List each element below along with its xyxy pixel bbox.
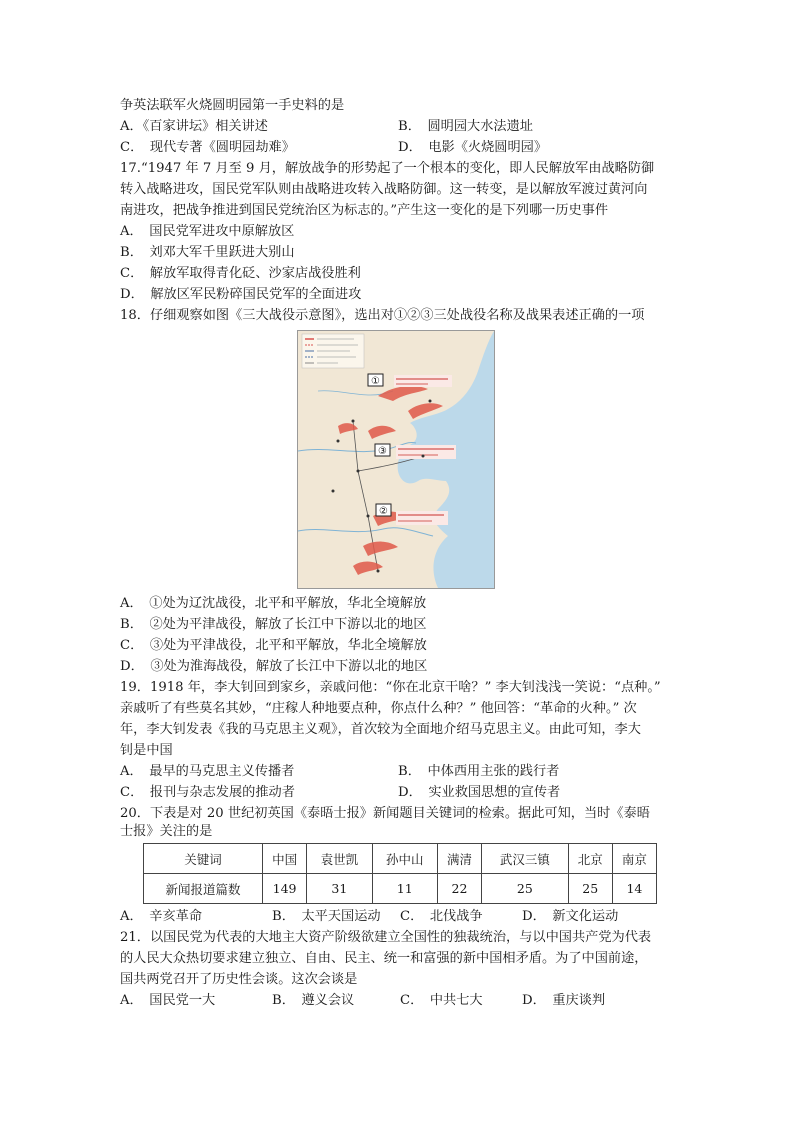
q19-stem-line: 年，李大钊发表《我的马克思主义观》，首次较为全面地介绍马克思主义。由此可知，李大 [120,722,641,737]
q21-stem-line: 21．以国民党为代表的大地主大资产阶级欲建立全国性的独裁统治，与以中国共产党为代表 [120,930,652,945]
q20-option-d: D． 新文化运动 [522,909,619,924]
table-cell: 22 [437,874,481,904]
q21-stem-line: 的人民大众热切要求建立独立、自由、民主、统一和富强的新中国相矛盾。为了中国前途， [120,951,648,966]
q17-option-b: B． 刘邓大军千里跃进大别山 [120,245,295,260]
q16-option-c: C． 现代专著《圆明园劫难》 [120,140,295,155]
q17-stem-line: 南进攻，把战争推进到国民党统治区为标志的。”产生这一变化的是下列哪一历史事件 [120,203,609,218]
table-header-cell: 北京 [568,844,612,874]
q20-stem-line: 士报》关注的是 [120,824,213,839]
q19-stem-line: 钊是中国 [120,743,173,758]
q20-stem-line: 20．下表是对 20 世纪初英国《泰晤士报》新闻题目关键词的检索。据此可知，当时《泰晤 [120,806,650,821]
table-cell: 14 [612,874,656,904]
q16-option-a: A．《百家讲坛》相关讲述 [120,119,268,134]
keyword-table [143,843,657,904]
table-cell: 25 [568,874,612,904]
table-cell: 新闻报道篇数 [144,874,263,904]
q19-option-b: B． 中体西用主张的践行者 [398,764,560,779]
q19-option-c: C． 报刊与杂志发展的推动者 [120,785,295,800]
q18-option-d: D． ③处为淮海战役，解放了长江中下游以北的地区 [120,659,428,674]
table-header-cell: 袁世凯 [307,844,372,874]
q16-option-d: D． 电影《火烧圆明园》 [398,140,548,155]
map-marker-3 [375,444,390,457]
table-cell: 25 [482,874,569,904]
table-cell: 149 [263,874,307,904]
q17-stem-line: 转入战略进攻，国民党军队则由战略进攻转入战略防御。这一转变，是以解放军渡过黄河向 [120,182,648,197]
table-cell: 11 [372,874,437,904]
q21-stem-line: 国共两党召开了历史性会谈。这次会谈是 [120,972,358,987]
svg-text:①: ① [371,376,380,387]
map-illustration [298,331,494,588]
table-header-cell: 武汉三镇 [482,844,569,874]
q17-option-a: A． 国民党军进攻中原解放区 [120,224,295,239]
table-header-cell: 南京 [612,844,656,874]
q21-option-d: D． 重庆谈判 [522,993,606,1008]
q17-option-d: D． 解放区军民粉碎国民党军的全面进攻 [120,287,362,302]
q19-option-d: D． 实业救国思想的宣传者 [398,785,561,800]
q17-stem-line: 17.“1947 年 7 月至 9 月，解放战争的形势起了一个根本的变化，即人民解放军由战略防御 [120,161,655,176]
q21-option-c: C． 中共七大 [400,993,483,1008]
q17-option-c: C． 解放军取得青化砭、沙家店战役胜利 [120,266,361,281]
q20-option-b: B． 太平天国运动 [272,909,381,924]
table-cell: 31 [307,874,372,904]
map-marker-1 [368,374,383,387]
q21-option-a: A． 国民党一大 [120,993,216,1008]
svg-text:②: ② [379,506,388,517]
map-marker-2 [376,504,391,517]
q18-option-b: B． ②处为平津战役，解放了长江中下游以北的地区 [120,617,427,632]
q20-option-a: A． 辛亥革命 [120,909,203,924]
q20-option-c: C． 北伐战争 [400,909,483,924]
table-row [144,874,657,904]
table-header-cell: 孙中山 [372,844,437,874]
q18-option-a: A． ①处为辽沈战役，北平和平解放，华北全境解放 [120,596,427,611]
table-header-cell: 满清 [437,844,481,874]
svg-text:③: ③ [378,446,387,457]
q18-stem: 18．仔细观察如图《三大战役示意图》，选出对①②③三处战役名称及战果表述正确的一项 [120,308,645,323]
q19-stem-line: 亲戚听了有些莫名其妙，“庄稼人种地要点种，你点什么种？” 他回答：“革命的火种。” 次 [120,701,637,716]
q19-stem-line: 19．1918 年，李大钊回到家乡，亲戚问他：“你在北京干啥？” 李大钊浅浅一笑说：“点种。” [120,680,661,695]
q16-stem-tail: 争英法联军火烧圆明园第一手史料的是 [120,98,345,113]
table-header-cell: 关键词 [144,844,263,874]
table-header-cell: 中国 [263,844,307,874]
q21-option-b: B． 遵义会议 [272,993,355,1008]
q18-option-c: C． ③处为平津战役，北平和平解放，华北全境解放 [120,638,427,653]
q16-option-b: B． 圆明园大水法遗址 [398,119,533,134]
q19-option-a: A． 最早的马克思主义传播者 [120,764,295,779]
table-header-row [144,844,657,874]
three-campaigns-map [297,330,495,589]
